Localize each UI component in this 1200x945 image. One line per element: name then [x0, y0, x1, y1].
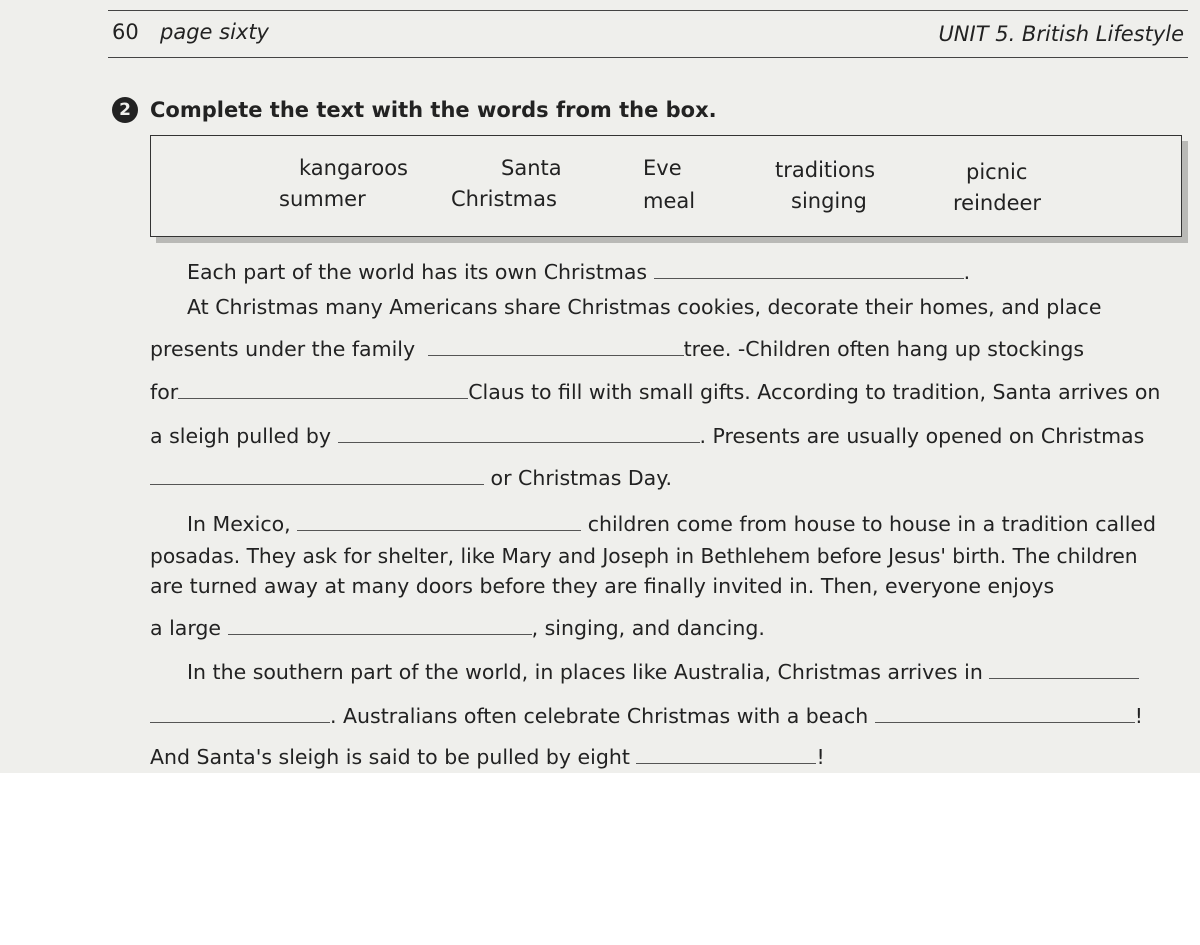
passage-line-1: Each part of the world has its own Christmas .	[187, 260, 971, 284]
page-label: page sixty	[160, 20, 269, 44]
unit-title: UNIT 5. British Lifestyle	[938, 22, 1184, 46]
word-box-item: Santa	[501, 156, 562, 180]
passage-line-3: presents under the family tree. -Children often hang up stockings	[150, 337, 1085, 361]
exercise-heading	[112, 97, 717, 123]
answer-blank-2[interactable]	[428, 337, 684, 356]
passage-line-5: a sleigh pulled by . Presents are usually opened on Christmas	[150, 424, 1145, 448]
answer-blank-8[interactable]	[989, 660, 1139, 679]
answer-blank-8b[interactable]	[150, 704, 330, 723]
word-box	[150, 135, 1182, 237]
exercise-instruction: Complete the text with the words from the box.	[150, 98, 717, 122]
passage-line-12: . Australians often celebrate Christmas with a beach !	[150, 704, 1143, 728]
passage-line-10: a large , singing, and dancing.	[150, 616, 765, 640]
word-box-item: meal	[643, 189, 696, 213]
passage-line-8: posadas. They ask for shelter, like Mary and Joseph in Bethlehem before Jesus' birth. The children	[150, 544, 1138, 568]
passage-line-7: In Mexico, children come from house to house in a tradition called	[187, 512, 1157, 536]
passage-line-9: are turned away at many doors before they are finally invited in. Then, everyone enjoys	[150, 574, 1055, 598]
word-box-item: traditions	[775, 158, 876, 182]
exercise-number: 2	[112, 97, 138, 123]
header-rule	[108, 57, 1188, 58]
top-rule	[108, 10, 1188, 11]
page-number: 60	[112, 20, 139, 44]
passage-line-13: And Santa's sleigh is said to be pulled by eight !	[150, 745, 825, 769]
word-box-item: summer	[279, 187, 366, 211]
answer-blank-5[interactable]	[150, 466, 484, 485]
word-box-item: reindeer	[953, 191, 1042, 215]
answer-blank-4[interactable]	[338, 424, 700, 443]
answer-blank-6[interactable]	[297, 512, 581, 531]
passage-line-6: or Christmas Day.	[150, 466, 672, 490]
answer-blank-1[interactable]	[654, 260, 964, 279]
word-box-item: Eve	[643, 156, 682, 180]
answer-blank-9[interactable]	[875, 704, 1135, 723]
word-box-item: Christmas	[451, 187, 557, 211]
word-box-item: picnic	[966, 160, 1028, 184]
passage-line-4: for Claus to fill with small gifts. According to tradition, Santa arrives on	[150, 380, 1161, 404]
answer-blank-10[interactable]	[636, 745, 816, 764]
word-box-item: kangaroos	[299, 156, 408, 180]
passage-line-2: At Christmas many Americans share Christmas cookies, decorate their homes, and place	[187, 295, 1102, 319]
answer-blank-7[interactable]	[228, 616, 532, 635]
answer-blank-3[interactable]	[178, 380, 468, 399]
passage-line-11: In the southern part of the world, in places like Australia, Christmas arrives in	[187, 660, 1139, 684]
word-box-item: singing	[791, 189, 867, 213]
